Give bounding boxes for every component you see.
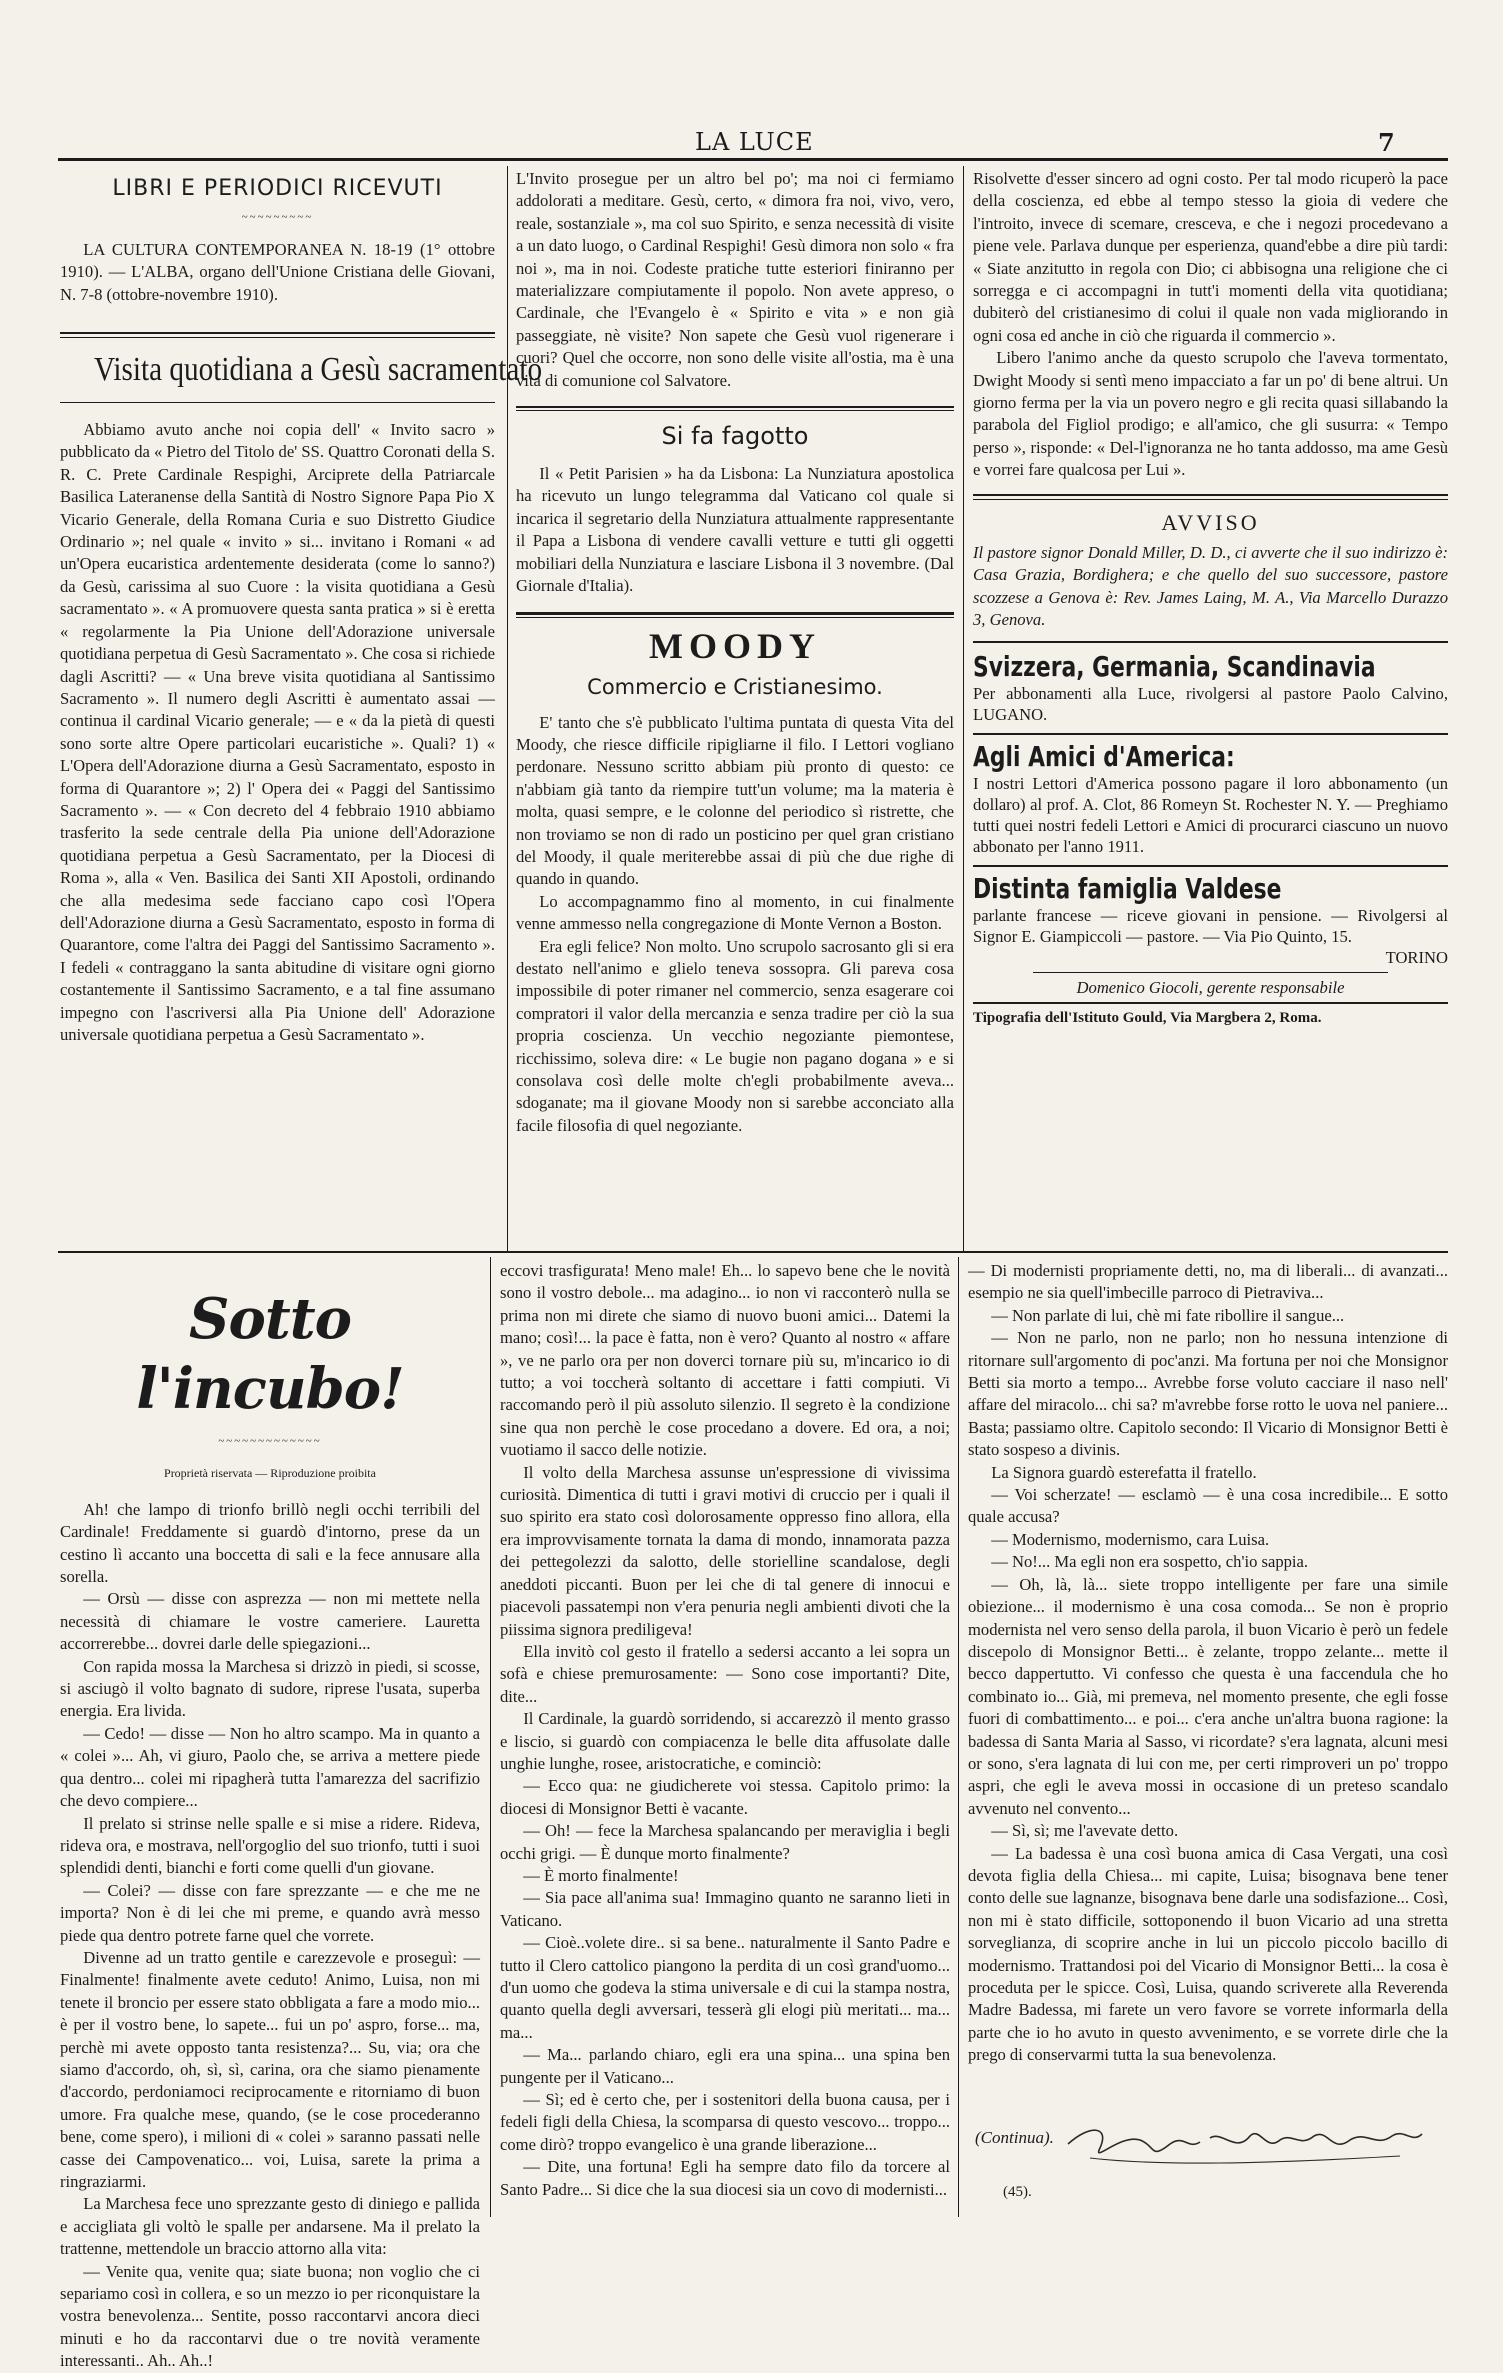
lower-column-3: [968, 1260, 1448, 2110]
incubo-paragraph: — Sì; ed è certo che, per i sostenitori della buona causa, per i fedeli figli della Chiesa, la scomparsa di questo vescovo... troppo... come dirò? troppo evangelico è una grande liberazione...: [500, 2090, 950, 2154]
incubo-paragraph: — È morto finalmente!: [523, 1865, 679, 1885]
moody-subtitle: Commercio e Cristianesimo.: [587, 674, 883, 699]
incubo-paragraph: — Cedo! — disse — Non ho altro scampo. Ma in quanto a « colei »... Ah, vi giuro, Paolo che, se arriva a mettere piede qua dentro... colei mi ripagherà tutta l'amarezza del sacrifizio che devo compiere...: [60, 1723, 480, 1811]
header-rule: [58, 158, 1448, 161]
title-rule: [516, 410, 954, 411]
column-divider: [490, 1257, 491, 2217]
ornament-rule: ~~~~~~~~~: [241, 211, 314, 224]
title-rule: [973, 499, 1448, 500]
incubo-paragraph: — Ma... parlando chiaro, egli era una spina... una spina ben pungente per il Vaticano...: [500, 2045, 950, 2087]
incubo-paragraph: — Dite, una fortuna! Egli ha sempre dato filo da torcere al Santo Padre... Si dice che la sua diocesi sia un covo di modernisti...: [500, 2157, 950, 2199]
ad-famiglia-title: Distinta famiglia Valdese: [973, 872, 1282, 906]
incubo-paragraph: — Oh, là, là... siete troppo intelligente per fare una simile obiezione... il modernismo è una cosa comoda... Se non è proprio modernista nel vero senso della parola, il buon Vicario è però un fedele discepolo di Monsignor Betti... è zelante, troppo zelante... mette il becco dappertutto. Vi confesso che questa è una faccendula che ho combinato io... Già, mi premeva, nel momento presente, che egli fosse fuori di combattimento... e poi... c'era anche un'altra buona ragione: la badessa di Santa Maria al Sasso, vi ricordate? s'era lagnata, alcuni mesi or sono, s'era lagnata di lui con me, per certi rimproveri un po' troppo aspri, che egli le aveva mossi in occasione di un preteso scandalo avvenuto nel convento...: [968, 1574, 1448, 1818]
lower-column-2: [500, 1260, 950, 2218]
title-rule: [516, 406, 954, 408]
incubo-paragraph: Ella invitò col gesto il fratello a sedersi accanto a lei sopra un sofà e chiese premurosamente: — Sono cose importanti? Dite, dite...: [500, 1641, 950, 1706]
issue-number: (45).: [1003, 2184, 1032, 2200]
fagotto-text: Il « Petit Parisien » ha da Lisbona: La Nunziatura apostolica ha ricevuto un lungo telegramma dal Vaticano col quale si incarica il segretario della Nunziatura attualmente rappresentante il Papa a Lisbona di vendere cavalli vetture e tutti gli oggetti mobiliari della Nunziatura e lasciare Lisbona il 3 novembre. (Dal Giornale d'Italia).: [516, 464, 954, 596]
ornament-rule: ~~~~~~~~~~~~~: [218, 1435, 322, 1447]
moody-paragraph: Risolvette d'esser sincero ad ogni costo. Per tal modo ricuperò la pace della coscienza, ed ebbe al tempo stesso la gioia di vedere che l'introito, invece di scemare, cresceva, e che i negozi procedevano a piene vele. Parlava dunque per esperienza, quand'ebbe a dire più tardi: « Siate anzitutto in regola con Dio; ci abbisogna una religione che ci sorregga e ci accompagni in tutt'i momenti della vita quotidiana; dubiterò del cristianesimo di colui il quale non vada migliorando in ogni cosa ed anche in ciò che riguarda il commercio ».: [973, 169, 1448, 345]
ad-svizzera-title: Svizzera, Germania, Scandinavia: [973, 650, 1376, 684]
incubo-paragraph: — No!... Ma egli non era sospetto, ch'io sappia.: [991, 1552, 1309, 1572]
incubo-paragraph: — Di modernisti propriamente detti, no, ma di liberali... di avanzati... esempio ne sia quell'imbecille parroco di Pietraviva...: [968, 1261, 1448, 1303]
incubo-paragraph: — Non parlate di lui, chè mi fate ribollire il sangue...: [991, 1305, 1345, 1325]
incubo-paragraph: — Sì, sì; me l'avevate detto.: [991, 1821, 1179, 1841]
ad-america: [973, 741, 1448, 857]
title-rule: [1033, 972, 1388, 973]
incubo-paragraph: Divenne ad un tratto gentile e carezzevole e proseguì: — Finalmente! finalmente avete ceduto! Animo, Luisa, non mi tenete il broncio per essere stato obbligata a fare a modo mio... è per il vostro bene, lo sapete... fui un po' aspro, forse... ma, perchè mi avete opposto tanta resistenza?... Su, via; ora che siamo d'accordo, oh, sì, sì, carina, ora che siamo pienamente d'accordo, perdoniamoci reciprocamente e ritorniamo di buon umore. Fra qualche mese, quando, (se le cose procederanno bene, come spero), i milioni di « colei » saranno passati nelle casse dei Campovenatico... voi, Luisa, sarete la prima a ringraziarmi.: [60, 1947, 480, 2191]
incubo-paragraph: — Orsù — disse con asprezza — non mi mettete nella necessità di chiamare le vostre cameriere. Lauretta accorrerebbe... dovrei darle delle spiegazioni...: [60, 1589, 480, 1654]
ad-america-text: I nostri Lettori d'America possono pagare il loro abbonamento (un dollaro) al prof. A. Clot, 86 Romeyn St. Rochester N. Y. — Preghiamo tutti quei nostri fedeli Lettori e Amici di procurarci ciascuno un nuovo abbonato per l'anno 1911.: [973, 774, 1448, 857]
moody-paragraph: Libero l'animo anche da questo scrupolo che l'aveva tormentato, Dwight Moody si sentì meno impacciato a far un po' di bene altrui. Un giorno ferma per la via un povero negro e gli recita quasi sillabando la parabola del Figliol prodigo; e all'amico, che gli susurra: « Tempo perso », risponde: « Del-l'ignoranza ne ho tanta addosso, ma ame Gesù e vorrei fare qualcosa per Lui ».: [973, 348, 1448, 480]
column-divider: [963, 166, 964, 1251]
title-rule: [973, 494, 1448, 496]
avviso-text: Il pastore signor Donald Miller, D. D., ci avverte che il suo indirizzo è: Casa Grazia, Bordighera; e che quello del suo successore, pastore scozzese a Genova è: Rev. James Laing, M. A., Via Marcello Durazzo 3, Genova.: [973, 542, 1448, 629]
upper-column-3: [973, 168, 1448, 1246]
section-divider: [58, 1251, 1448, 1253]
incubo-rights: Proprietà riservata — Riproduzione proibita: [164, 1466, 376, 1481]
visita-paragraph: Abbiamo avuto anche noi copia dell' « Invito sacro » pubblicato da « Pietro del Titolo de' SS. Quattro Coronati della S. R. C. Prete Cardinale Respighi, Arciprete della Patriarcale Basilica Lateranense della Santità di Nostro Signore Papa Pio X Vicario Generale, della Romana Curia e suo Distretto Giudice Ordinario »; nel quale « invito » si... invitano i Romani « ad un'Opera eucaristica ardentemente desiderata (come lo sanno?) da Gesù, carissima al suo Cuore : la visita quotidiana a Gesù sacramentato ». « A promuovere questa santa pratica » si è eretta « regolarmente la Pia Unione dell'Adorazione universale quotidiana perpetua di Gesù Sacramentato ». Che cosa si richiede dagli Ascritti? — « Una breve visita quotidiana al Santissimo Sacramento ». Il numero degli Ascritti è aumentato assai — continua il cardinal Vicario generale; — e « da la pietà di questi sono sorte altre Opere particolari eucaristiche ». Quali? 1) « L'Opera dell'Adorazione diurna a Gesù Sacramentato, esposto in forma di Quarantore »; 2) l' Opera dei « Paggi del Santissimo Sacramento ». — « Con decreto del 4 febbraio 1910 abbiamo trasferito la sede centrale della Pia unione dell'Adorazione quotidiana perpetua a Gesù Sacramentato, per la Diocesi di Roma », alla « Ven. Basilica dei Santi XII Apostoli, ordinando che alla medesima sede facciano capo così l'Opera dell'Adorazione diurna a Gesù Sacramentato, esposto in forma di Quarantore, come l'altra dei Paggi del Santissimo Sacramento ». I fedeli « contraggano la santa abitudine di visitare ogni giorno costantemente il Santissimo Sacramento, e a tal fine assumano impegno con l'ascriversi alla Pia Unione dell' Adorazione universale quotidiana perpetua a Gesù Sacramentato ».: [60, 420, 495, 1044]
ad-svizzera: [973, 651, 1448, 725]
column-divider: [507, 166, 508, 1251]
incubo-paragraph: Il volto della Marchesa assunse un'espressione di vivissima curiosità. Dimentica di tutti i gravi motivi di cruccio per i quali il suo spirito era stato così dolorosamente oppresso fino allora, ella era improvvisamente tornata la dama di mondo, innamorata pazza dei pettegolezzi da salotto, delle storielline scandalose, degli aneddoti piccanti. Buon per lei che di tal genere di innocui e piacevoli passatempi non v'era penuria negli ambienti divoti che la piissima signora prediligeva!: [500, 1462, 950, 1639]
incubo-paragraph: La Signora guardò esterefatta il fratello.: [991, 1462, 1257, 1482]
ad-famiglia-text: parlante francese — riceve giovani in pensione. — Rivolgersi al Signor E. Giampiccoli — pastore. — Via Pio Quinto, 15.: [973, 906, 1448, 947]
incubo-paragraph: — Modernismo, modernismo, cara Luisa.: [991, 1529, 1270, 1549]
incubo-paragraph: Il Cardinale, la guardò sorridendo, si accarezzò il mento grasso e liscio, si guardò con compiacenza le belle dita affusolate dalle unghie lunghe, rosee, aristocratiche, e cominciò:: [500, 1709, 950, 1773]
gerente: Domenico Giocoli, gerente responsabile: [1076, 978, 1345, 998]
title-rule: [516, 612, 954, 615]
title-rule: [973, 1002, 1448, 1004]
incubo-paragraph: — Voi scherzate! — esclamò — è una cosa incredibile... E sotto quale accusa?: [968, 1485, 1448, 1527]
incubo-paragraph: Ah! che lampo di trionfo brillò negli occhi terribili del Cardinale! Freddamente si guardò d'intorno, prese da un cestino lì accanto una boccetta di sali e la fece annusare alla sorella.: [60, 1499, 480, 1587]
page-number: 7: [1378, 128, 1396, 157]
incubo-paragraph: — Colei? — disse con fare sprezzante — e che me ne importa? Non è di lei che mi preme, e quando avrà messo piede qua dentro potrete farne quel che vorrete.: [60, 1880, 480, 1945]
incubo-paragraph: eccovi trasfigurata! Meno male! Eh... lo sapevo bene che le novità sono il vostro debole... ma adagino... io non vi racconterò nulla se prima non mi direte che siamo di nuovo buoni amici... Datemi la mano; così!... la pace è fatta, non è vero? Quanto al nostro « affare », ve ne parlo ora per non doverci tornare più su, m'incarico io di tutto; a voi toccherà soltanto di accettare i fatti compiuti. Vi raccomando però il più assoluto silenzio. Il segreto è la condizione sine qua non perchè le cose procedano a dovere. Ed ora, a noi; vuotiamo il sacco delle notizie.: [500, 1261, 950, 1460]
incubo-paragraph: — Cioè..volete dire.. si sa bene.. naturalmente il Santo Padre e tutto il Clero cattolico piangono la perdita di un così grand'uomo... d'un uomo che godeva la stima universale e di cui la stampa nostra, quanto quella degli avversari, tesserà gli elogi più meritati... ma... ma...: [500, 1933, 950, 2042]
handwritten-signature: [1060, 2114, 1430, 2184]
lower-column-1: [60, 1258, 480, 2371]
incubo-paragraph: Il prelato si strinse nelle spalle e si mise a ridere. Rideva, rideva ora, e mostrava, nell'orgoglio del suo trionfo, tutti i suoi splendidi denti, bianchi e forti come quelli d'un giovane.: [60, 1813, 480, 1878]
incubo-paragraph: — Ecco qua: ne giudicherete voi stessa. Capitolo primo: la diocesi di Monsignor Betti è vacante.: [500, 1776, 950, 1818]
fagotto-title: Si fa fagotto: [661, 422, 809, 451]
title-rule: [973, 733, 1448, 735]
visita-title: Visita quotidiana a Gesù sacramentato: [94, 351, 543, 389]
moody-paragraph: Era egli felice? Non molto. Uno scrupolo sacrosanto gli si era destato nell'animo e glielo teneva sossopra. Gli pareva cosa impossibile di poter rimaner nel commercio, senza esagerare coi compratori il valor della mercanzia e senza tradire per ciò la sua propria coscienza. Un vecchio negoziante piemontese, ricchissimo, soleva dire: « Le bugie non pagano dogana » e si consolava così delle molte ch'egli probabilmente aveva... sdoganate; ma il giovane Moody non si sarebbe acconciato alla facile filosofia di quel negoziante.: [516, 936, 954, 1135]
title-rule: [973, 641, 1448, 643]
ad-famiglia: [973, 873, 1448, 968]
ad-america-title: Agli Amici d'America:: [973, 740, 1235, 774]
title-rule: [60, 402, 495, 403]
moody-paragraph: Lo accompagnammo fino al momento, in cui finalmente venne ammesso nella congregazione di Monte Vernon a Boston.: [516, 891, 954, 934]
continua-label: (Continua).: [975, 2128, 1054, 2147]
upper-column-2: [516, 168, 954, 1246]
incubo-paragraph: — La badessa è una così buona amica di Casa Vergati, una così devota figlia della Chiesa... mi capite, Luisa; bisognava bene tener conto delle sue lagnanze, bisognava bene darle una sodisfazione... Così, non mi è stato difficile, sottoponendo il buon Vicario ad una stretta sorveglianza, di scoprire anche in lui un piccolo piccolo bacillo di modernismo. Trattandosi poi del Vicario di Monsignor Betti... la cosa è proceduta per le spicce. Così, Luisa, quando scriverete alla Reverenda Madre Badessa, mi farete un vero favore se vorrete informarla della parte che io ho avuto in questo avvenimento, e se vorrete dirle che la prego di conservarmi tutta la sua benevolenza.: [968, 1843, 1448, 2065]
title-rule: [516, 617, 954, 618]
ad-famiglia-city: TORINO: [1385, 948, 1448, 968]
incubo-paragraph: La Marchesa fece uno sprezzante gesto di diniego e pallida e accigliata gli voltò le spalle per andarsene. Ma il prelato la trattenne, mettendole un braccio attorno alla vita:: [60, 2194, 480, 2259]
libri-title: LIBRI E PERIODICI RICEVUTI: [112, 176, 443, 201]
tipografia: Tipografia dell'Istituto Gould, Via Margbera 2, Roma.: [973, 1010, 1322, 1027]
avviso-title: AVVISO: [1161, 509, 1260, 535]
visita-paragraph: L'Invito prosegue per un altro bel po'; ma noi ci fermiamo addolorati a meditare. Gesù, certo, « dimora fra noi, vivo, vero, reale, sostanziale », ma col suo Spirito, e senza necessità di visite a un dato luogo, o Cardinal Respighi! Gesù dimora non solo « fra noi », ma in noi. Codeste pratiche tutte esteriori finiranno per materializzare compiutamente il popolo. Non avete appreso, o Cardinale, che l'Evangelo è « Spirito e vita » e non già passeggiate, nè visite? Non sapete che Gesù vuol rigenerare i cuori? Quel che occorre, non sono delle visite all'ostia, ma è una vita di comunione col Salvatore.: [516, 169, 954, 390]
moody-title: MOODY: [649, 625, 821, 666]
title-rule: [60, 337, 495, 338]
incubo-title: Sotto l'incubo!: [136, 1286, 404, 1422]
moody-paragraph: E' tanto che s'è pubblicato l'ultima puntata di questa Vita del Moody, che riesce difficile ripigliarne il filo. I Lettori vogliano perdonare. Nessuno scritto abbiam più pronto di questo: ce n'abbiam già tanto da riempire tutt'un volume; ma la materia è molta, quasi sempre, e le colonne del periodico sì ristrette, che non troviamo se non di rado un posticino per quel gran cristiano del Moody, il quale meriterebbe assai di più che due righe di quando in quando.: [516, 712, 954, 889]
incubo-paragraph: — Oh! — fece la Marchesa spalancando per meraviglia i begli occhi grigi. — È dunque morto finalmente?: [500, 1821, 950, 1863]
column-divider: [958, 1257, 959, 2217]
incubo-paragraph: — Venite qua, venite qua; siate buona; non voglio che ci separiamo così in collera, e so un mezzo io per riconquistare la vostra benevolenza... Sentite, posso raccontarvi ancora dieci minuti e ho da raccontarvi due o tre novità veramente interessanti.. Ah.. Ah..!: [60, 2261, 480, 2371]
title-rule: [973, 865, 1448, 867]
incubo-paragraph: — Sia pace all'anima sua! Immagino quanto ne saranno lieti in Vaticano.: [500, 1888, 950, 1930]
libri-text: LA CULTURA CONTEMPORANEA N. 18-19 (1° ottobre 1910). — L'ALBA, organo dell'Unione Cristiana delle Giovani, N. 7-8 (ottobre-novembre 1910).: [60, 239, 495, 304]
title-rule: [60, 332, 495, 334]
incubo-paragraph: — Non ne parlo, non ne parlo; non ho nessuna intenzione di ritornare sull'argomento di poc'anzi. Ma fortuna per noi che Monsignor Betti sia morto a tempo... Avrebbe forse voluto cacciare il naso nell' affare del miracolo... chi sa? m'avrebbe forse rotto le uova nel paniere... Basta; passiamo oltre. Capitolo secondo: Il Vicario di Monsignor Betti è stato sospeso a divinis.: [968, 1328, 1448, 1460]
running-title: LA LUCE: [695, 128, 814, 156]
upper-column-1: [60, 168, 543, 1246]
incubo-paragraph: Con rapida mossa la Marchesa si drizzò in piedi, si scosse, si asciugò il volto bagnato di sudore, riprese l'usata, superba energia. Era livida.: [60, 1656, 480, 1721]
ad-svizzera-text: Per abbonamenti alla Luce, rivolgersi al pastore Paolo Calvino, LUGANO.: [973, 684, 1448, 725]
